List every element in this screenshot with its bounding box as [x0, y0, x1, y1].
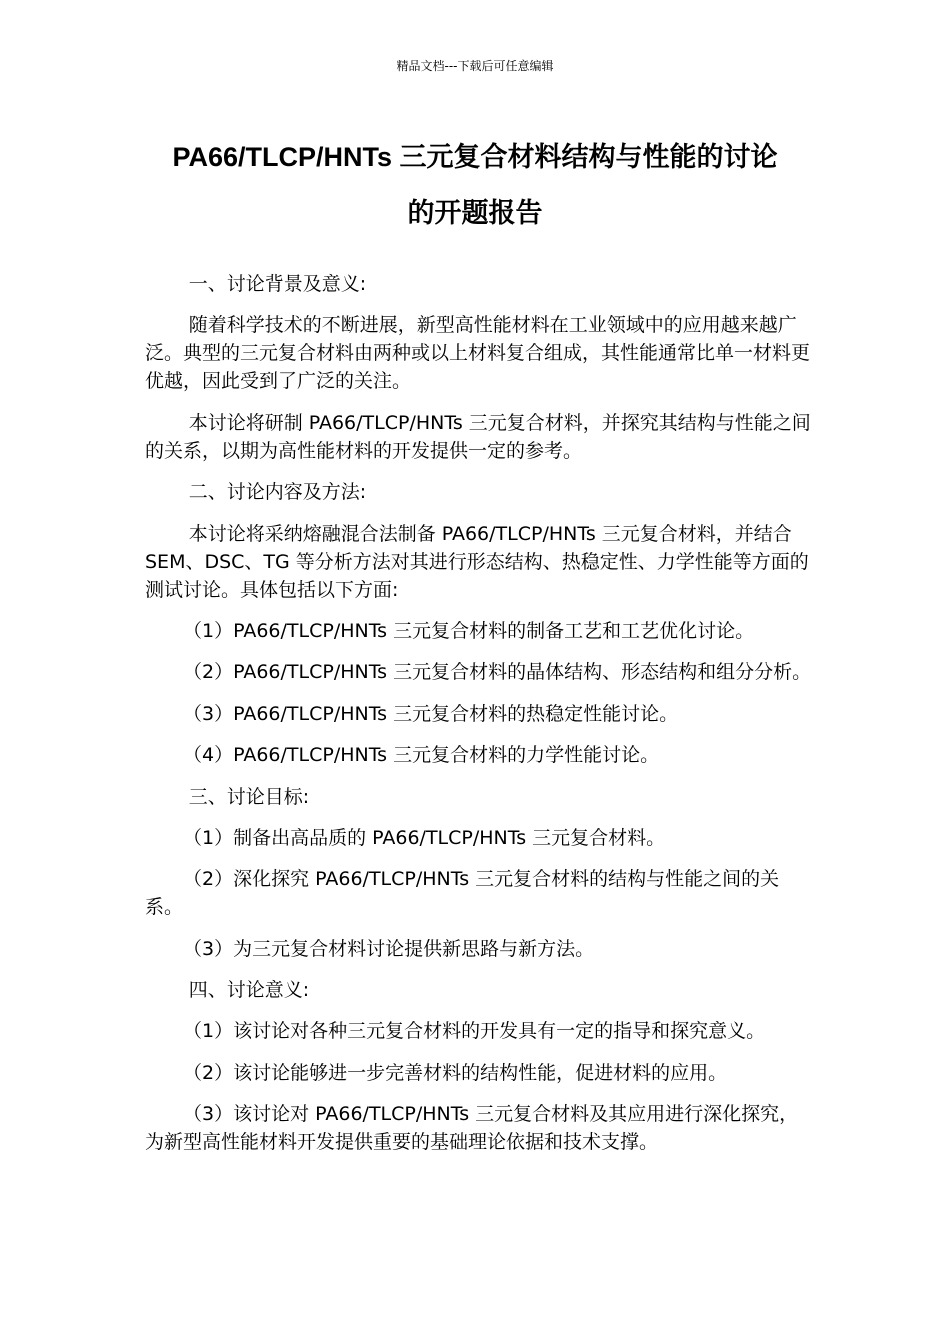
paragraph-background-2: 本讨论将研制 PA66/TLCP/HNTs 三元复合材料，并探究其结构与性能之间的关系，以期为高性能材料的开发提供一定的参考。 — [145, 411, 811, 462]
paragraph-background-1: 随着科学技术的不断进展，新型高性能材料在工业领域中的应用越来越广泛。典型的三元复合材料由两种或以上材料复合组成，其性能通常比单一材料更优越，因此受到了广泛的关注。 — [145, 314, 811, 393]
document-title-line-2: 的开题报告 — [407, 198, 543, 228]
list-item-significance-2: （2）该讨论能够进一步完善材料的结构性能，促进材料的应用。 — [183, 1061, 728, 1084]
list-item-content-4: （4）PA66/TLCP/HNTs 三元复合材料的力学性能讨论。 — [183, 744, 660, 767]
paragraph-methods: 本讨论将采纳熔融混合法制备 PA66/TLCP/HNTs 三元复合材料，并结合 SEM、DSC、TG 等分析方法对其进行形态结构、热稳定性、力学性能等方面的测试讨论。具体包括以下方面: — [145, 522, 809, 601]
document-body — [145, 270, 817, 1170]
list-item-significance-1: （1）该讨论对各种三元复合材料的开发具有一定的指导和探究意义。 — [183, 1020, 766, 1043]
list-item-significance-3: （3）该讨论对 PA66/TLCP/HNTs 三元复合材料及其应用进行深化探究，为新型高性能材料开发提供重要的基础理论依据和技术支撑。 — [145, 1103, 799, 1154]
document-title-line-1: PA66/TLCP/HNTs 三元复合材料结构与性能的讨论 — [172, 142, 778, 172]
list-item-goal-3: （3）为三元复合材料讨论提供新思路与新方法。 — [183, 937, 595, 960]
list-item-goal-1: （1）制备出高品质的 PA66/TLCP/HNTs 三元复合材料。 — [183, 826, 666, 849]
list-item-content-1: （1）PA66/TLCP/HNTs 三元复合材料的制备工艺和工艺优化讨论。 — [183, 619, 755, 642]
list-item-content-3: （3）PA66/TLCP/HNTs 三元复合材料的热稳定性能讨论。 — [183, 702, 679, 725]
section-heading-content-methods: 二、讨论内容及方法: — [188, 481, 367, 504]
page-header-watermark: 精品文档---下载后可任意编辑 — [396, 59, 554, 73]
list-item-goal-2: （2）深化探究 PA66/TLCP/HNTs 三元复合材料的结构与性能之间的关系。 — [145, 868, 780, 919]
section-heading-goals: 三、讨论目标: — [188, 785, 310, 808]
section-heading-significance: 四、讨论意义: — [188, 979, 310, 1002]
list-item-content-2: （2）PA66/TLCP/HNTs 三元复合材料的晶体结构、形态结构和组分分析。 — [183, 661, 812, 684]
section-heading-background: 一、讨论背景及意义: — [188, 273, 367, 295]
